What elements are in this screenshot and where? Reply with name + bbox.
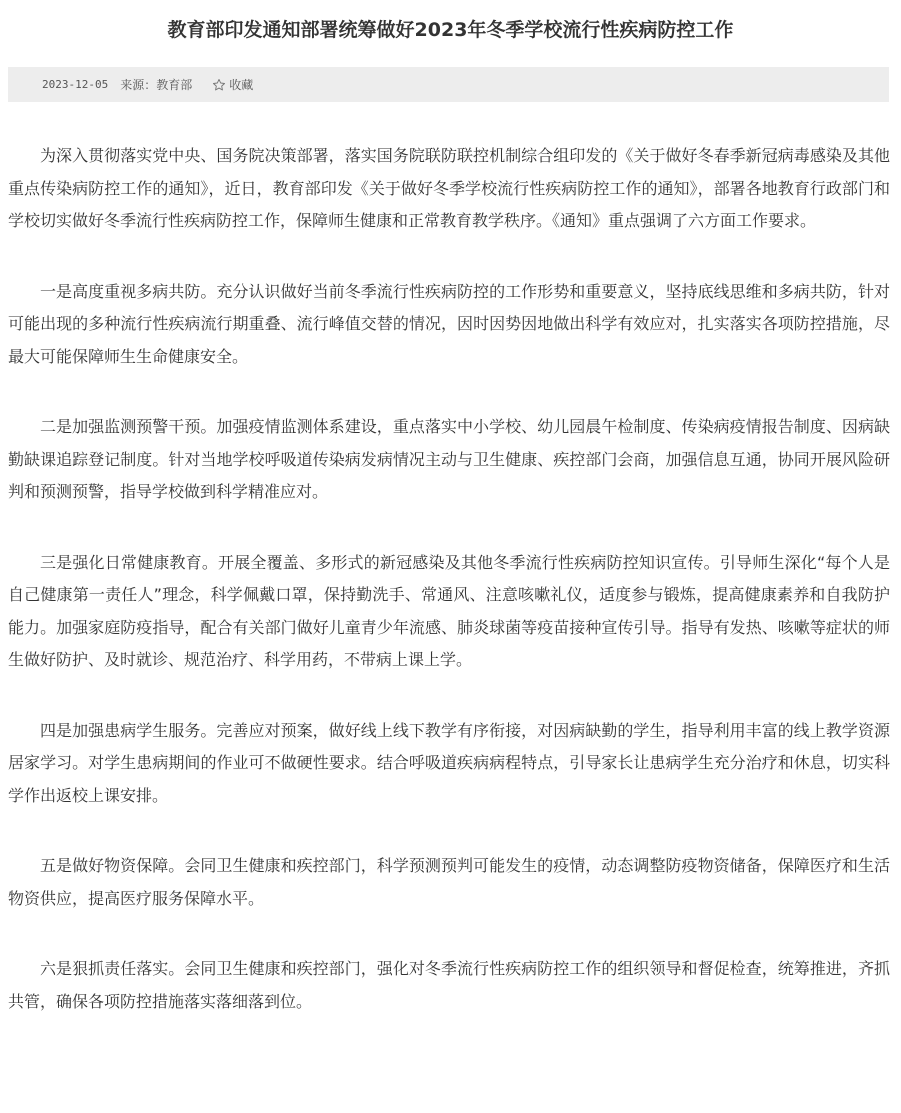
paragraph-4: 四是加强患病学生服务。完善应对预案，做好线上线下教学有序衔接，对因病缺勤的学生，指导利用丰富的线上教学资源居家学习。对学生患病期间的作业可不做硬性要求。结合呼吸道疾病病程特点，引导家长让患病学生充分治疗和休息，切实科学作出返校上课安排。 bbox=[8, 720, 890, 805]
article-meta-bar bbox=[8, 67, 889, 102]
publish-date: 2023-12-05 bbox=[42, 78, 109, 91]
article-title: 教育部印发通知部署统筹做好2023年冬季学校流行性疾病防控工作 bbox=[167, 19, 734, 41]
source-info bbox=[120, 76, 192, 93]
favorite-label: 收藏 bbox=[229, 78, 254, 92]
paragraph-3: 三是强化日常健康教育。开展全覆盖、多形式的新冠感染及其他冬季流行性疾病防控知识宣传。引导师生深化“每个人是自己健康第一责任人”理念，科学佩戴口罩，保持勤洗手、常通风、注意咳嗽礼仪，适度参与锻炼，提高健康素养和自我防护能力。加强家庭防疫指导，配合有关部门做好儿童青少年流感、肺炎球菌等疫苗接种宣传引导。指导有发热、咳嗽等症状的师生做好防护、及时就诊、规范治疗、科学用药，不带病上课上学。 bbox=[8, 552, 890, 669]
article-body bbox=[8, 140, 890, 1056]
paragraph-6: 六是狠抓责任落实。会同卫生健康和疾控部门，强化对冬季流行性疾病防控工作的组织领导和督促检查，统筹推进，齐抓共管，确保各项防控措施落实落细落到位。 bbox=[8, 959, 890, 1011]
source-name: 教育部 bbox=[156, 78, 193, 92]
paragraph-5: 五是做好物资保障。会同卫生健康和疾控部门，科学预测预判可能发生的疫情，动态调整防疫物资储备，保障医疗和生活物资供应，提高医疗服务保障水平。 bbox=[8, 856, 890, 908]
favorite-button[interactable] bbox=[212, 76, 253, 93]
star-outline-icon bbox=[212, 78, 226, 92]
paragraph-2: 二是加强监测预警干预。加强疫情监测体系建设，重点落实中小学校、幼儿园晨午检制度、传染病疫情报告制度、因病缺勤缺课追踪登记制度。针对当地学校呼吸道传染病发病情况主动与卫生健康、疾控部门会商，加强信息互通，协同开展风险研判和预测预警，指导学校做到科学精准应对。 bbox=[8, 417, 890, 501]
paragraph-intro: 为深入贯彻落实党中央、国务院决策部署，落实国务院联防联控机制综合组印发的《关于做好冬春季新冠病毒感染及其他重点传染病防控工作的通知》，近日，教育部印发《关于做好冬季学校流行性疾病防控工作的通知》，部署各地教育行政部门和学校切实做好冬季流行性疾病防控工作，保障师生健康和正常教育教学秩序。《通知》重点强调了六方面工作要求。 bbox=[8, 146, 890, 230]
source-label: 来源： bbox=[120, 78, 157, 92]
paragraph-1: 一是高度重视多病共防。充分认识做好当前冬季流行性疾病防控的工作形势和重要意义，坚持底线思维和多病共防，针对可能出现的多种流行性疾病流行期重叠、流行峰值交替的情况，因时因势因地做出科学有效应对，扎实落实各项防控措施，尽最大可能保障师生生命健康安全。 bbox=[8, 281, 890, 366]
